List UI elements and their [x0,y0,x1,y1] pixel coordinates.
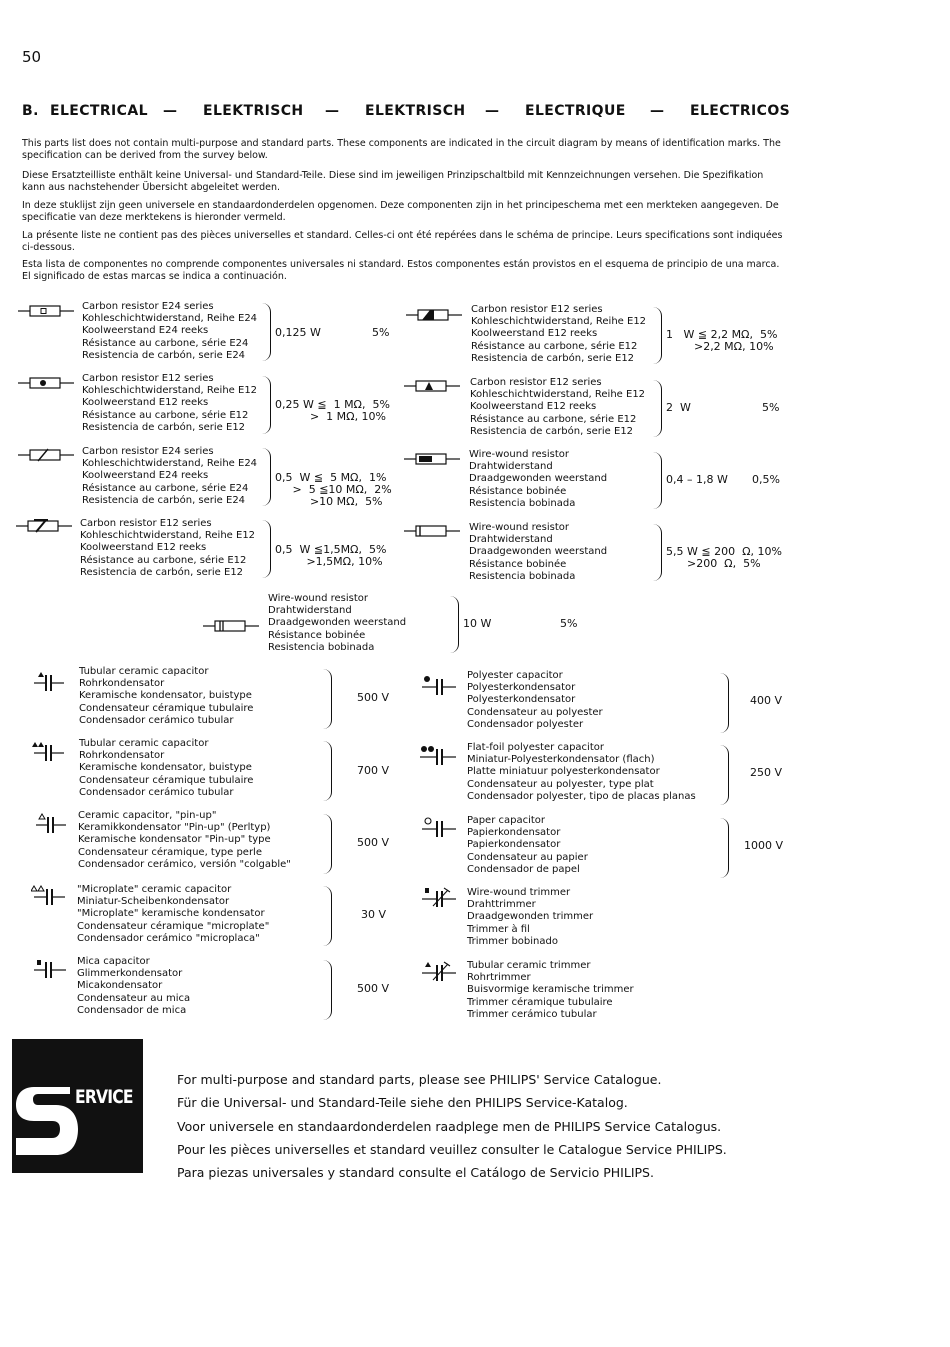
entry-line: Tubular ceramic capacitor [79,738,209,749]
entry-line: "Microplate" ceramic capacitor [77,884,232,895]
spec-value: 500 V [357,691,390,704]
microplate-capacitor-icon [31,884,65,906]
entry-line: Keramische kondensator "Pin-up" type [78,834,271,846]
entry-line: Koolweerstand E12 reeks [82,397,209,409]
resistor-entry [268,593,406,654]
trimmer-entry [467,887,593,948]
tubular-ceramic-capacitor-icon [34,670,64,692]
resistor-entry [82,446,257,507]
entry-line: Papierkondensator [467,839,561,851]
brace [323,814,332,874]
entry-line: Kohleschichtwiderstand, Reihe E12 [471,316,647,328]
brace [323,886,332,946]
tubular-ceramic-trimmer-icon [422,960,456,982]
entry-line: Condensateur au polyester [467,706,603,718]
resistor-entry [470,377,645,438]
capacitor-entry [79,738,253,799]
entry-line: Wire-wound resistor [469,449,569,460]
entry-line: Résistance au carbone, série E12 [82,409,249,421]
resistor-entry [469,522,607,583]
brace [262,376,271,434]
service-note-french: Pour les pièces universelles et standard veuillez consulter le Catalogue Service PHILIPS. [177,1141,727,1157]
service-logo-text: ERVICE [75,1086,133,1108]
spec-value: 1 W ≦ 2,2 MΩ, 5% >2,2 MΩ, 10% [666,328,778,353]
entry-line: Resistencia de carbón, serie E12 [82,421,246,433]
wire-wound-resistor-double-icon [203,617,259,635]
resistor-entry [82,301,257,362]
resistor-filled-dot-icon [18,374,74,392]
entry-line: Resistencia bobinada [469,497,576,509]
spec-value: 0,5 W ≦1,5MΩ, 5% >1,5MΩ, 10% [275,543,387,568]
entry-line: Draadgewonden weerstand [469,546,608,558]
mica-capacitor-icon [34,957,66,979]
entry-line: Wire-wound resistor [268,593,368,604]
resistor-slash-thick-icon [16,517,72,535]
tolerance-value: 5% [762,401,780,414]
entry-line: Paper capacitor [467,815,546,826]
tubular-ceramic-capacitor-double-icon [32,740,64,762]
intro-german: Diese Ersatzteilliste enthält keine Universal- und Standard-Teile. Diese sind im jeweiligen Prinzipschaltbild mit Kennzeichnungen versehen. Die Spezifikation kann aus nachstehender Übersicht abgeleitet werden. [22,170,764,193]
brace [720,818,729,878]
heading-english: ELECTRICAL [50,103,148,119]
heading-french: ELECTRIQUE [525,103,626,119]
entry-line: Carbon resistor E12 series [80,518,212,529]
wire-wound-trimmer-icon [422,886,456,908]
resistor-entry [469,449,607,510]
heading-dash: — [163,103,178,119]
entry-line: Résistance au carbone, série E12 [471,340,638,352]
entry-line: Résistance au carbone, série E24 [82,482,249,494]
entry-line: Condensateur céramique tubulaire [79,702,254,714]
polyester-capacitor-icon [422,674,456,696]
spec-value: 5,5 W ≦ 200 Ω, 10% >200 Ω, 5% [666,545,782,570]
brace [262,520,271,578]
spec-value: 0,5 W ≦ 5 MΩ, 1% > 5 ≦10 MΩ, 2% >10 MΩ, 5% [275,471,392,508]
entry-line: Koolweerstand E12 reeks [471,328,598,340]
entry-line: Carbon resistor E12 series [82,373,214,384]
entry-line: Carbon resistor E24 series [82,301,214,312]
entry-line: Draadgewonden weerstand [469,473,608,485]
entry-line: Résistance bobinée [469,558,567,570]
entry-line: Tubular ceramic trimmer [467,960,591,971]
entry-line: Trimmer à fil [467,923,530,935]
spec-value: 400 V [750,694,783,707]
entry-line: Polyesterkondensator [467,682,576,694]
entry-line: Resistencia bobinada [469,570,576,582]
heading-german: ELEKTRISCH [203,103,304,119]
spec-value: 500 V [357,982,390,995]
entry-line: Trimmer bobinado [467,935,558,947]
trimmer-entry [467,960,634,1021]
entry-line: Kohleschichtwiderstand, Reihe E24 [82,313,258,325]
spec-value: 2 W [666,401,691,414]
entry-line: Drahtwiderstand [469,534,553,546]
entry-line: Résistance bobinée [469,485,567,497]
entry-line: Condensador cerámico "microplaca" [77,932,260,944]
entry-line: Kohleschichtwiderstand, Reihe E12 [82,385,258,397]
entry-line: Papierkondensator [467,827,561,839]
entry-line: Koolweerstand E12 reeks [470,401,597,413]
brace [720,673,729,733]
brace [262,303,271,361]
resistor-entry [82,373,257,434]
resistor-half-filled-icon [406,306,462,324]
entry-line: Koolweerstand E24 reeks [82,470,209,482]
entry-line: Résistance au carbone, série E12 [470,413,637,425]
brace [653,307,662,364]
service-note-german: Für die Universal- und Standard-Teile siehe den PHILIPS Service-Katalog. [177,1095,628,1111]
entry-line: Condensateur céramique, type perle [78,846,262,858]
spec-value: 1000 V [744,839,784,852]
brace [653,524,662,581]
tolerance-value: 5% [560,617,578,630]
spec-value: 10 W [463,617,492,630]
brace [450,596,459,653]
entry-line: Kohleschichtwiderstand, Reihe E12 [470,389,646,401]
capacitor-entry [467,742,696,803]
entry-line: Kohleschichtwiderstand, Reihe E24 [82,458,258,470]
resistor-box-dot-icon [18,302,74,320]
entry-line: Condensateur céramique "microplate" [77,920,270,932]
entry-line: Keramische kondensator, buistype [79,762,252,774]
entry-line: Keramikkondensator "Pin-up" (Perltyp) [78,822,271,834]
entry-line: Keramische kondensator, buistype [79,690,252,702]
brace [653,380,662,437]
entry-line: Resistencia de carbón, serie E12 [470,425,634,437]
entry-line: Draadgewonden weerstand [268,617,407,629]
capacitor-entry [467,815,588,876]
tolerance-value: 0,5% [752,473,780,486]
entry-line: Carbon resistor E24 series [82,446,214,457]
heading-dash: — [325,103,340,119]
entry-line: Drahtwiderstand [469,461,553,473]
brace [653,452,662,509]
entry-line: Carbon resistor E12 series [470,377,602,388]
entry-line: Miniatur-Scheibenkondensator [77,896,230,908]
entry-line: Condensador de papel [467,863,580,875]
entry-line: Micakondensator [77,980,163,992]
resistor-slash-icon [18,446,74,464]
spec-value: 30 V [361,908,387,921]
entry-line: Polyester capacitor [467,670,563,681]
spec-value: 0,125 W [275,326,321,339]
service-notes [177,1068,727,1184]
entry-line: Ceramic capacitor, "pin-up" [78,810,217,821]
entry-line: Draadgewonden trimmer [467,911,594,923]
entry-line: Trimmer céramique tubulaire [467,996,613,1008]
intro-english: This parts list does not contain multi-purpose and standard parts. These components are indicated in the circuit diagram by means of identification marks. The specification can be derived from the survey below. [22,138,781,161]
entry-line: Condensateur céramique tubulaire [79,774,254,786]
brace [323,741,332,801]
entry-line: Wire-wound trimmer [467,887,571,898]
entry-line: Trimmer cerámico tubular [467,1008,597,1020]
brace [720,745,729,805]
entry-line: Miniatur-Polyesterkondensator (flach) [467,754,655,766]
service-note-english: For multi-purpose and standard parts, please see PHILIPS' Service Catalogue. [177,1072,662,1087]
spec-value: 250 V [750,766,783,779]
spec-value: 0,4 – 1,8 W [666,473,728,486]
entry-line: Resistencia de carbón, serie E24 [82,494,246,506]
resistor-triangle-icon [404,377,460,395]
entry-line: Resistencia de carbón, serie E24 [82,349,246,361]
entry-line: Condensador polyester [467,718,584,730]
paper-capacitor-icon [422,816,456,838]
entry-line: Carbon resistor E12 series [471,304,603,315]
entry-line: Condensateur au papier [467,851,588,863]
heading-spanish: ELECTRICOS [690,103,791,119]
heading-dash: — [650,103,665,119]
entry-line: Drahttrimmer [467,899,536,911]
capacitor-entry [467,670,603,731]
entry-line: Resistencia bobinada [268,641,375,653]
wire-wound-resistor-filled-icon [404,450,460,468]
entry-line: Koolweerstand E12 reeks [80,542,207,554]
entry-line: Condensateur au polyester, type plat [467,778,654,790]
brace [323,669,332,729]
tolerance-value: 5% [372,326,390,339]
capacitor-entry [77,884,269,945]
entry-line: Drahtwiderstand [268,605,352,617]
entry-line: Glimmerkondensator [77,968,183,980]
entry-line: Platte miniatuur polyesterkondensator [467,766,660,778]
spec-value: 0,25 W ≦ 1 MΩ, 5% > 1 MΩ, 10% [275,398,390,423]
spec-value: 500 V [357,836,390,849]
entry-line: Mica capacitor [77,956,150,967]
service-note-spanish: Para piezas universales y standard consulte el Catálogo de Servicio PHILIPS. [177,1165,654,1181]
entry-line: Wire-wound resistor [469,522,569,533]
entry-line: Condensador cerámico, versión "colgable" [78,858,291,870]
entry-line: Rohrkondensator [79,750,165,762]
entry-line: Condensateur au mica [77,992,191,1004]
entry-line: Condensador cerámico tubular [79,714,234,726]
entry-line: Polyesterkondensator [467,694,576,706]
heading-prefix: B. [22,103,39,119]
resistor-entry [471,304,646,365]
page-number: 50 [22,48,42,66]
brace [262,448,271,506]
ceramic-pin-up-capacitor-icon [36,812,66,834]
entry-line: Resistencia de carbón, serie E12 [471,352,635,364]
entry-line: Résistance au carbone, série E12 [80,554,247,566]
entry-line: Buisvormige keramische trimmer [467,984,634,996]
service-logo [12,1039,143,1173]
intro-french: La présente liste ne contient pas des pièces universelles et standard. Celles-ci ont été repérées dans le schéma de principe. Leurs specifications sont indiquées ci-dessous. [22,230,783,253]
entry-line: Condensador cerámico tubular [79,786,234,798]
spec-value: 700 V [357,764,390,777]
resistor-entry [80,518,255,579]
entry-line: Résistance au carbone, série E24 [82,337,249,349]
capacitor-entry [77,956,190,1017]
capacitor-entry [79,666,253,727]
intro-spanish: Esta lista de componentes no comprende componentes universales ni standard. Estos componentes están provistos en el esquema de principio de una marca. El significado de estas marcas se indica a continuación. [22,259,780,282]
heading-dutch: ELEKTRISCH [365,103,466,119]
heading-dash: — [485,103,500,119]
entry-line: Rohrtrimmer [467,972,531,984]
entry-line: Koolweerstand E24 reeks [82,325,209,337]
entry-line: Condensador polyester, tipo de placas planas [467,790,696,802]
entry-line: Kohleschichtwiderstand, Reihe E12 [80,530,256,542]
brace [323,960,332,1020]
flat-foil-polyester-capacitor-icon [420,744,456,766]
service-note-dutch: Voor universele en standaardonderdelen raadplege men de PHILIPS Service Catalogus. [177,1118,722,1134]
wire-wound-resistor-bar-icon [404,522,460,540]
capacitor-entry [78,810,291,871]
entry-line: Flat-foil polyester capacitor [467,742,604,753]
entry-line: "Microplate" keramische kondensator [77,908,265,920]
intro-dutch: In deze stuklijst zijn geen universele en standaardonderdelen opgenomen. Deze componenten zijn in het principeschema met een merkteken aangegeven. De specificatie van deze merktekens is hieronder vermeld. [22,200,779,223]
entry-line: Tubular ceramic capacitor [79,666,209,677]
entry-line: Résistance bobinée [268,629,366,641]
entry-line: Condensador de mica [77,1004,187,1016]
entry-line: Rohrkondensator [79,678,165,690]
entry-line: Resistencia de carbón, serie E12 [80,566,244,578]
